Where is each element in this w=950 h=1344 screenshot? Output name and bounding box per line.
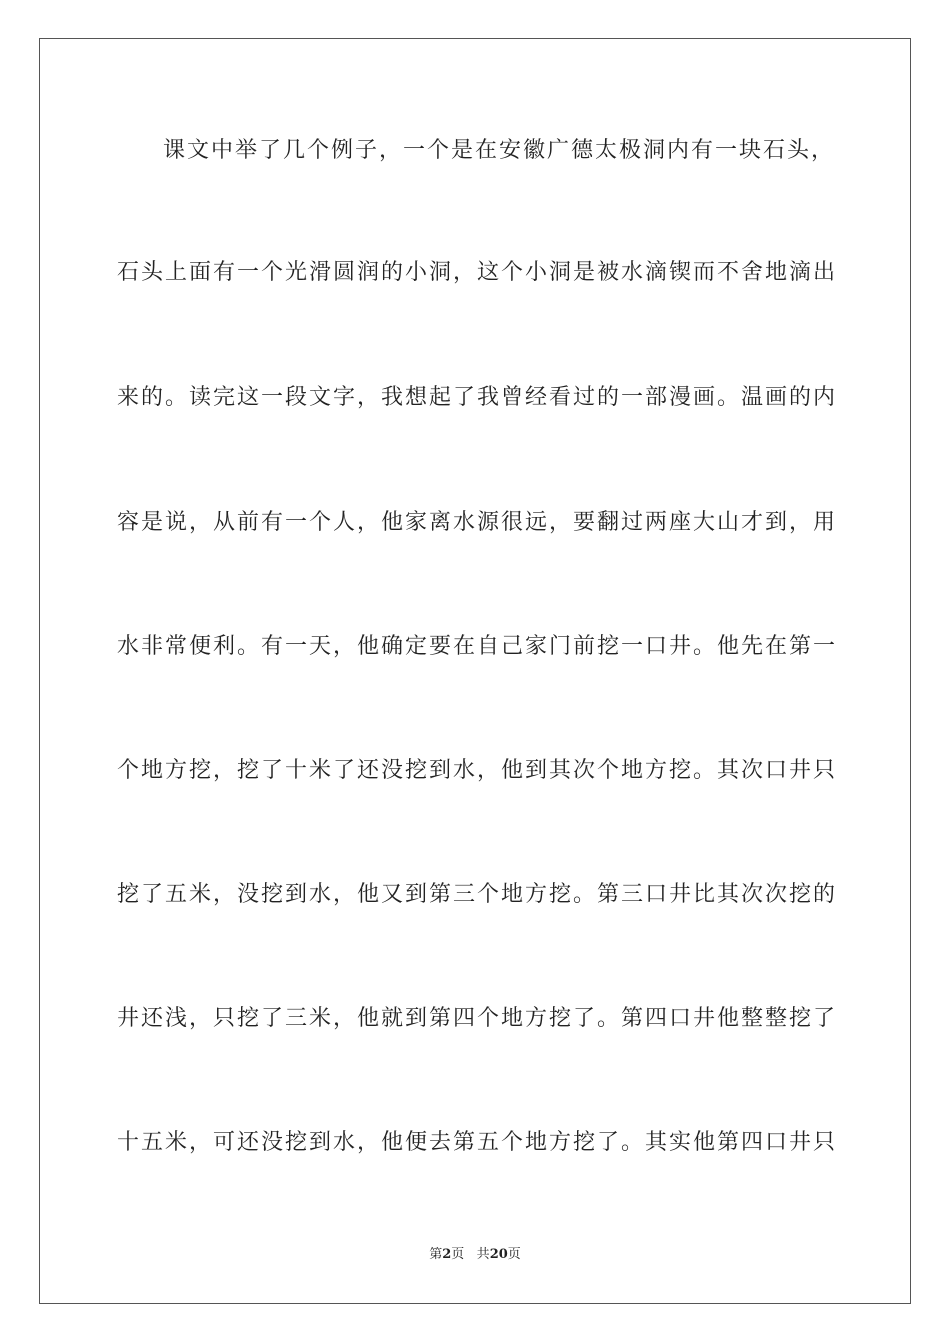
paragraph-line-9: 十五米，可还没挖到水，他便去第五个地方挖了。其实他第四口井只 (117, 1130, 838, 1155)
paragraph-line-6: 个地方挖，挖了十米了还没挖到水，他到其次个地方挖。其次口井只 (117, 758, 838, 783)
page-number: 2 (442, 1247, 452, 1262)
page-prefix: 第 (429, 1247, 443, 1262)
paragraph-line-7: 挖了五米，没挖到水，他又到第三个地方挖。第三口井比其次次挖的 (117, 882, 838, 907)
total-pages: 20 (489, 1247, 508, 1262)
page-footer (0, 1246, 950, 1264)
page-suffix: 页 (451, 1247, 465, 1262)
paragraph-line-1: 课文中举了几个例子，一个是在安徽广德太极洞内有一块石头， (163, 138, 836, 163)
total-prefix: 共 (476, 1247, 490, 1262)
paragraph-line-5: 水非常便利。有一天，他确定要在自己家门前挖一口井。他先在第一 (117, 634, 838, 659)
paragraph-line-3: 来的。读完这一段文字，我想起了我曾经看过的一部漫画。温画的内 (117, 385, 838, 410)
paragraph-line-8: 井还浅，只挖了三米，他就到第四个地方挖了。第四口井他整整挖了 (117, 1006, 838, 1031)
page-border (39, 38, 911, 1304)
paragraph-line-2: 石头上面有一个光滑圆润的小洞，这个小洞是被水滴锲而不舍地滴出 (117, 260, 838, 285)
paragraph-line-4: 容是说，从前有一个人，他家离水源很远，要翻过两座大山才到，用 (117, 510, 838, 535)
total-suffix: 页 (507, 1247, 521, 1262)
